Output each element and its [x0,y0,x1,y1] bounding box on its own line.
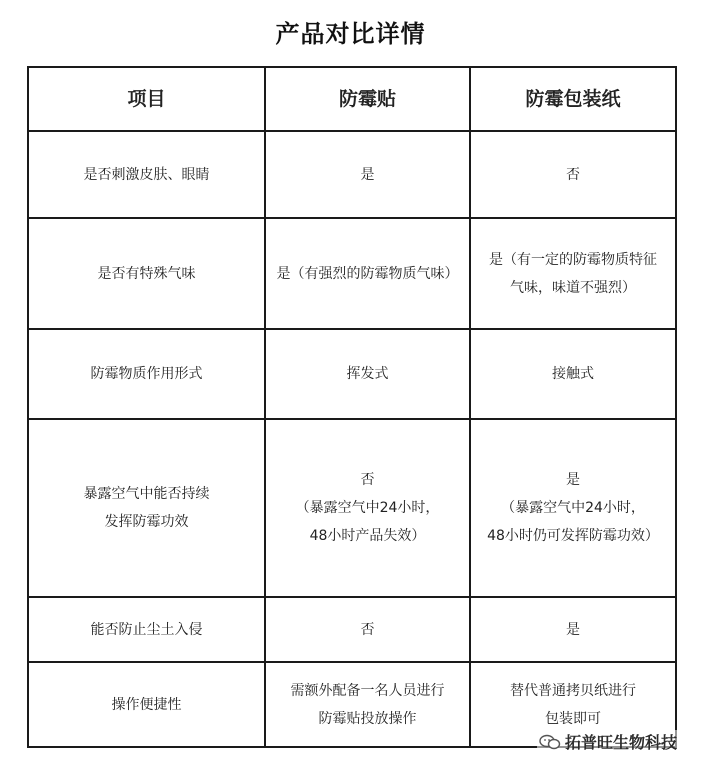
cell-paper: 是 [470,597,676,662]
page-title: 产品对比详情 [275,20,426,48]
table-row [28,419,676,597]
table-row [28,597,676,662]
cell-patch: 否 [265,597,470,662]
header-paper: 防霉包装纸 [470,67,676,131]
table-row [28,329,676,419]
cell-patch: 挥发式 [265,329,470,419]
cell-paper: 否 [470,131,676,218]
table-row [28,131,676,218]
cell-paper: 是 （暴露空气中24小时， 48小时仍可发挥防霉功效） [470,419,676,597]
cell-item: 防霉物质作用形式 [28,329,265,419]
cell-patch: 需额外配备一名人员进行 防霉贴投放操作 [265,662,470,747]
cell-paper: 是（有一定的防霉物质特征 气味，味道不强烈） [470,218,676,329]
cell-patch: 是 [265,131,470,218]
cell-paper: 替代普通拷贝纸进行 包装即可 [470,662,676,747]
cell-paper: 接触式 [470,329,676,419]
watermark [537,730,679,753]
table-row [28,218,676,329]
header-patch: 防霉贴 [265,67,470,131]
header-item: 项目 [28,67,265,131]
cell-patch: 否 （暴露空气中24小时， 48小时产品失效） [265,419,470,597]
watermark-text: 拓普旺生物科技 [564,733,677,752]
cell-item: 操作便捷性 [28,662,265,747]
comparison-table [27,66,677,748]
table-header-row [28,67,676,131]
cell-item: 是否有特殊气味 [28,218,265,329]
cell-item: 能否防止尘土入侵 [28,597,265,662]
cell-item: 暴露空气中能否持续 发挥防霉功效 [28,419,265,597]
cell-item: 是否刺激皮肤、眼睛 [28,131,265,218]
wechat-icon [539,734,561,750]
cell-patch: 是（有强烈的防霉物质气味） [265,218,470,329]
